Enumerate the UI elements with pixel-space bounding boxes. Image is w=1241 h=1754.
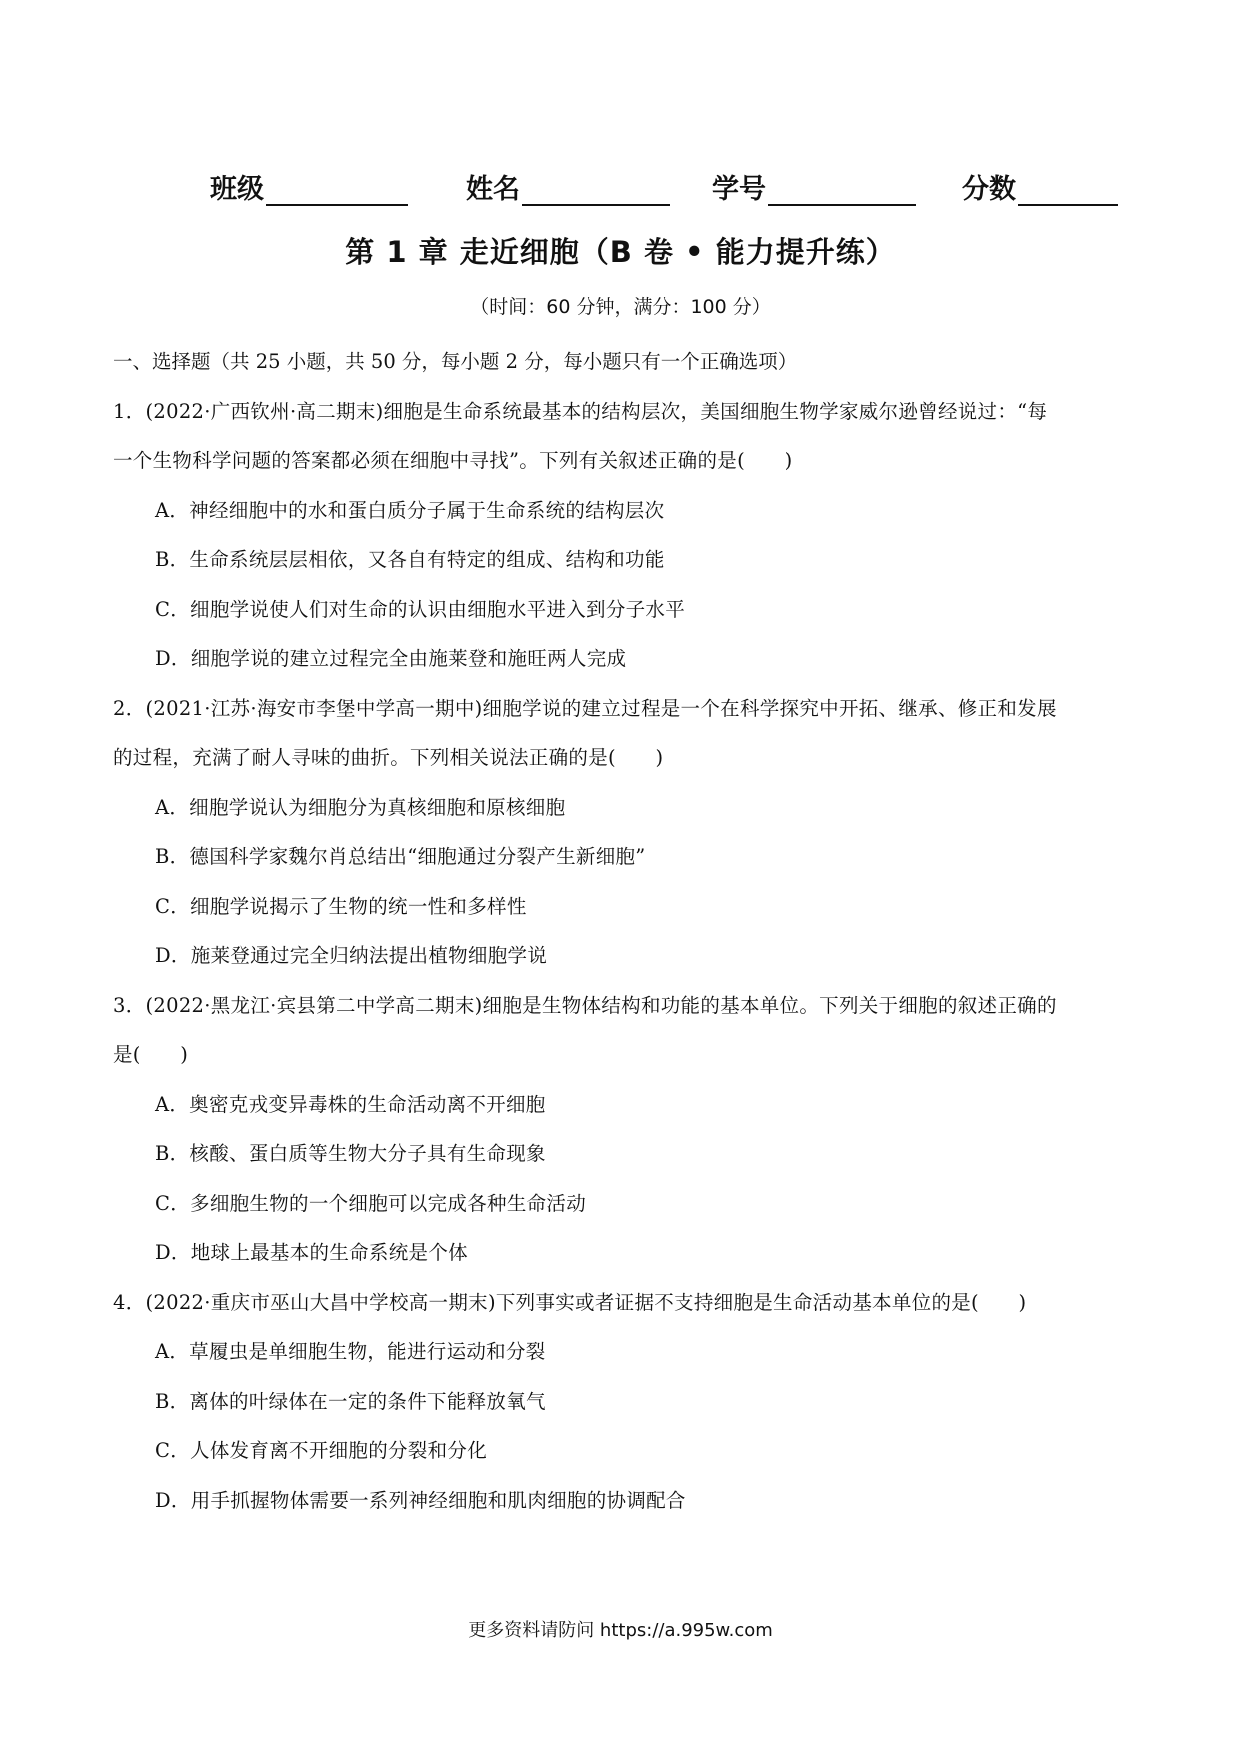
name-field[interactable]	[466, 167, 670, 206]
question-4	[113, 1278, 1133, 1526]
option-c[interactable]: C．细胞学说揭示了生物的统一性和多样性	[155, 894, 527, 918]
question-stem-line: 2．(2021·江苏·海安市李堡中学高一期中)细胞学说的建立过程是一个在科学探究中开拓、继承、修正和发展	[113, 696, 1057, 720]
student-id-label: 学号	[712, 174, 766, 205]
question-stem-line: 3．(2022·黑龙江·宾县第二中学高二期末)细胞是生物体结构和功能的基本单位。下列关于细胞的叙述正确的	[113, 993, 1057, 1017]
student-id-blank[interactable]	[768, 174, 916, 206]
option-c[interactable]: C．人体发育离不开细胞的分裂和分化	[155, 1439, 488, 1462]
option-a[interactable]: A．奥密克戎变异毒株的生命活动离不开细胞	[155, 1092, 546, 1116]
option-b[interactable]: B．离体的叶绿体在一定的条件下能释放氧气	[155, 1389, 546, 1413]
question-stem-line: 一个生物科学问题的答案都必须在细胞中寻找”。下列有关叙述正确的是( )	[113, 449, 793, 472]
option-b[interactable]: B．德国科学家魏尔肖总结出“细胞通过分裂产生新细胞”	[155, 845, 646, 868]
score-field[interactable]	[962, 167, 1118, 206]
class-blank[interactable]	[266, 174, 408, 206]
option-b[interactable]: B．生命系统层层相依，又各自有特定的组成、结构和功能	[155, 548, 665, 571]
option-d[interactable]: D．用手抓握物体需要一系列神经细胞和肌肉细胞的协调配合	[155, 1488, 686, 1512]
student-info-row	[210, 160, 1130, 206]
score-blank[interactable]	[1018, 174, 1118, 206]
page-title: 第 1 章 走近细胞（B 卷 • 能力提升练）	[345, 235, 896, 269]
name-label: 姓名	[466, 174, 520, 205]
question-2	[113, 684, 1133, 981]
class-label: 班级	[210, 174, 264, 205]
student-id-field[interactable]	[712, 167, 916, 206]
question-3	[113, 981, 1133, 1278]
option-c[interactable]: C．多细胞生物的一个细胞可以完成各种生命活动	[155, 1191, 587, 1215]
question-list	[113, 337, 1133, 1525]
exam-time-score: （时间：60 分钟，满分：100 分）	[470, 296, 771, 318]
option-d[interactable]: D．地球上最基本的生命系统是个体	[155, 1241, 468, 1264]
question-1	[113, 387, 1133, 684]
footer-link[interactable]: 更多资料请防问 https://a.995w.com	[468, 1620, 773, 1641]
option-c[interactable]: C．细胞学说使人们对生命的认识由细胞水平进入到分子水平	[155, 597, 686, 621]
option-d[interactable]: D．细胞学说的建立过程完全由施莱登和施旺两人完成	[155, 647, 627, 670]
question-stem-line: 的过程，充满了耐人寻味的曲折。下列相关说法正确的是( )	[113, 746, 664, 769]
name-blank[interactable]	[522, 174, 670, 206]
option-a[interactable]: A．草履虫是单细胞生物，能进行运动和分裂	[155, 1340, 546, 1363]
class-field[interactable]	[210, 167, 408, 206]
question-stem-line: 4．(2022·重庆市巫山大昌中学校高一期末)下列事实或者证据不支持细胞是生命活动基本单位的是( )	[113, 1290, 1027, 1314]
question-stem-line: 1．(2022·广西钦州·高二期末)细胞是生命系统最基本的结构层次，美国细胞生物学家威尔逊曾经说过：“每	[113, 399, 1048, 423]
score-label: 分数	[962, 174, 1016, 205]
option-a[interactable]: A．细胞学说认为细胞分为真核细胞和原核细胞	[155, 795, 566, 819]
option-a[interactable]: A．神经细胞中的水和蛋白质分子属于生命系统的结构层次	[155, 498, 665, 522]
question-stem-line: 是( )	[113, 1043, 189, 1066]
section-header: 一、选择题（共 25 小题，共 50 分，每小题 2 分，每小题只有一个正确选项）	[113, 350, 798, 373]
option-b[interactable]: B．核酸、蛋白质等生物大分子具有生命现象	[155, 1142, 546, 1165]
option-d[interactable]: D．施莱登通过完全归纳法提出植物细胞学说	[155, 944, 548, 967]
